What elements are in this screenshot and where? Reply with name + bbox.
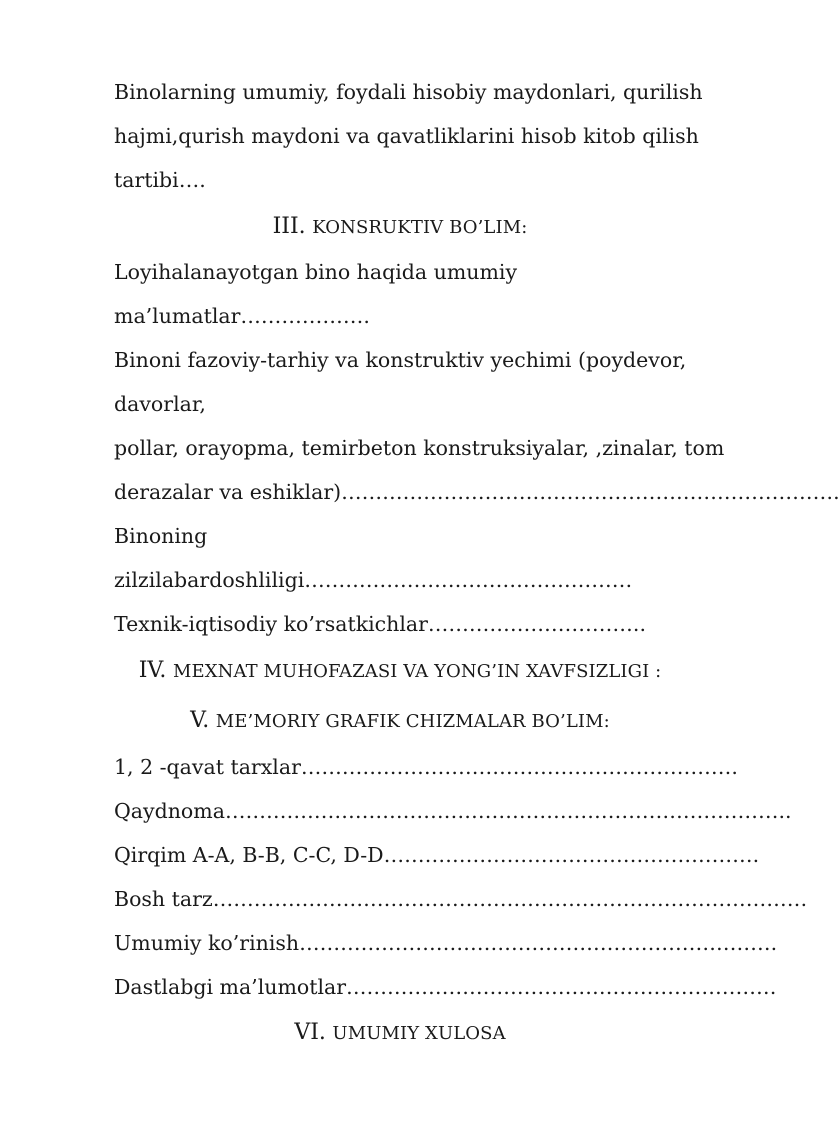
- section-5-heading: [0, 710, 800, 732]
- section-5-line-6: Dastlabgi ma’lumotlar………………………………………………………: [114, 975, 777, 999]
- section-3-line-3: Binoni fazoviy-tarhiy va konstruktiv yechimi (poydevor,: [114, 348, 687, 372]
- section-3-line-5: pollar, orayopma, temirbeton konstruksiyalar, ,zinalar, tom: [114, 436, 725, 460]
- intro-line-1: Binolarning umumiy, foydali hisobiy maydonlari, qurilish: [114, 80, 703, 104]
- section-6-roman: VI.: [294, 1020, 326, 1045]
- section-5-line-5: Umumiy ko’rinish…………………………………………………………….: [114, 931, 778, 955]
- section-5-line-1: 1, 2 -qavat tarxlar……………………………………………………….: [114, 755, 738, 779]
- section-3-line-9: Texnik-iqtisodiy ko’rsatkichlar…………………………..: [114, 612, 646, 636]
- section-5-line-3: Qirqim A-A, B-B, C-C, D-D……………………………………………….: [114, 843, 760, 867]
- section-5-roman: V.: [190, 708, 210, 733]
- section-6-heading: [0, 1022, 800, 1044]
- section-5-line-2: Qaydnoma………………………………………………………………………..: [114, 799, 792, 823]
- intro-line-2: hajmi,qurish maydoni va qavatliklarini hisob kitob qilish: [114, 124, 699, 148]
- section-3-line-6: derazalar va eshiklar)……………………………………………………………….: [114, 480, 840, 504]
- section-4-heading: [0, 660, 800, 682]
- section-5-line-4: Bosh tarz……………………………………………………………………………: [114, 887, 808, 911]
- section-3-line-8: zilzilabardoshliligi…………………………………………: [114, 568, 633, 592]
- section-3-title: KONSRUKTIV BO’LIM:: [312, 217, 528, 238]
- section-3-heading: [0, 216, 800, 238]
- section-3-line-7: Binoning: [114, 524, 208, 548]
- section-5-title: ME’MORIY GRAFIK CHIZMALAR BO’LIM:: [215, 711, 610, 732]
- section-3-line-1: Loyihalanayotgan bino haqida umumiy: [114, 260, 518, 284]
- intro-line-3: tartibi….: [114, 168, 206, 192]
- section-3-line-2: ma’lumatlar……………….: [114, 304, 370, 328]
- section-3-roman: III.: [272, 214, 306, 239]
- section-3-line-4: davorlar,: [114, 392, 206, 416]
- section-4-roman: IV.: [138, 658, 167, 683]
- section-6-title: UMUMIY XULOSA: [332, 1023, 506, 1044]
- section-4-title: MEXNAT MUHOFAZASI VA YONG’IN XAVFSIZLIGI :: [172, 661, 662, 682]
